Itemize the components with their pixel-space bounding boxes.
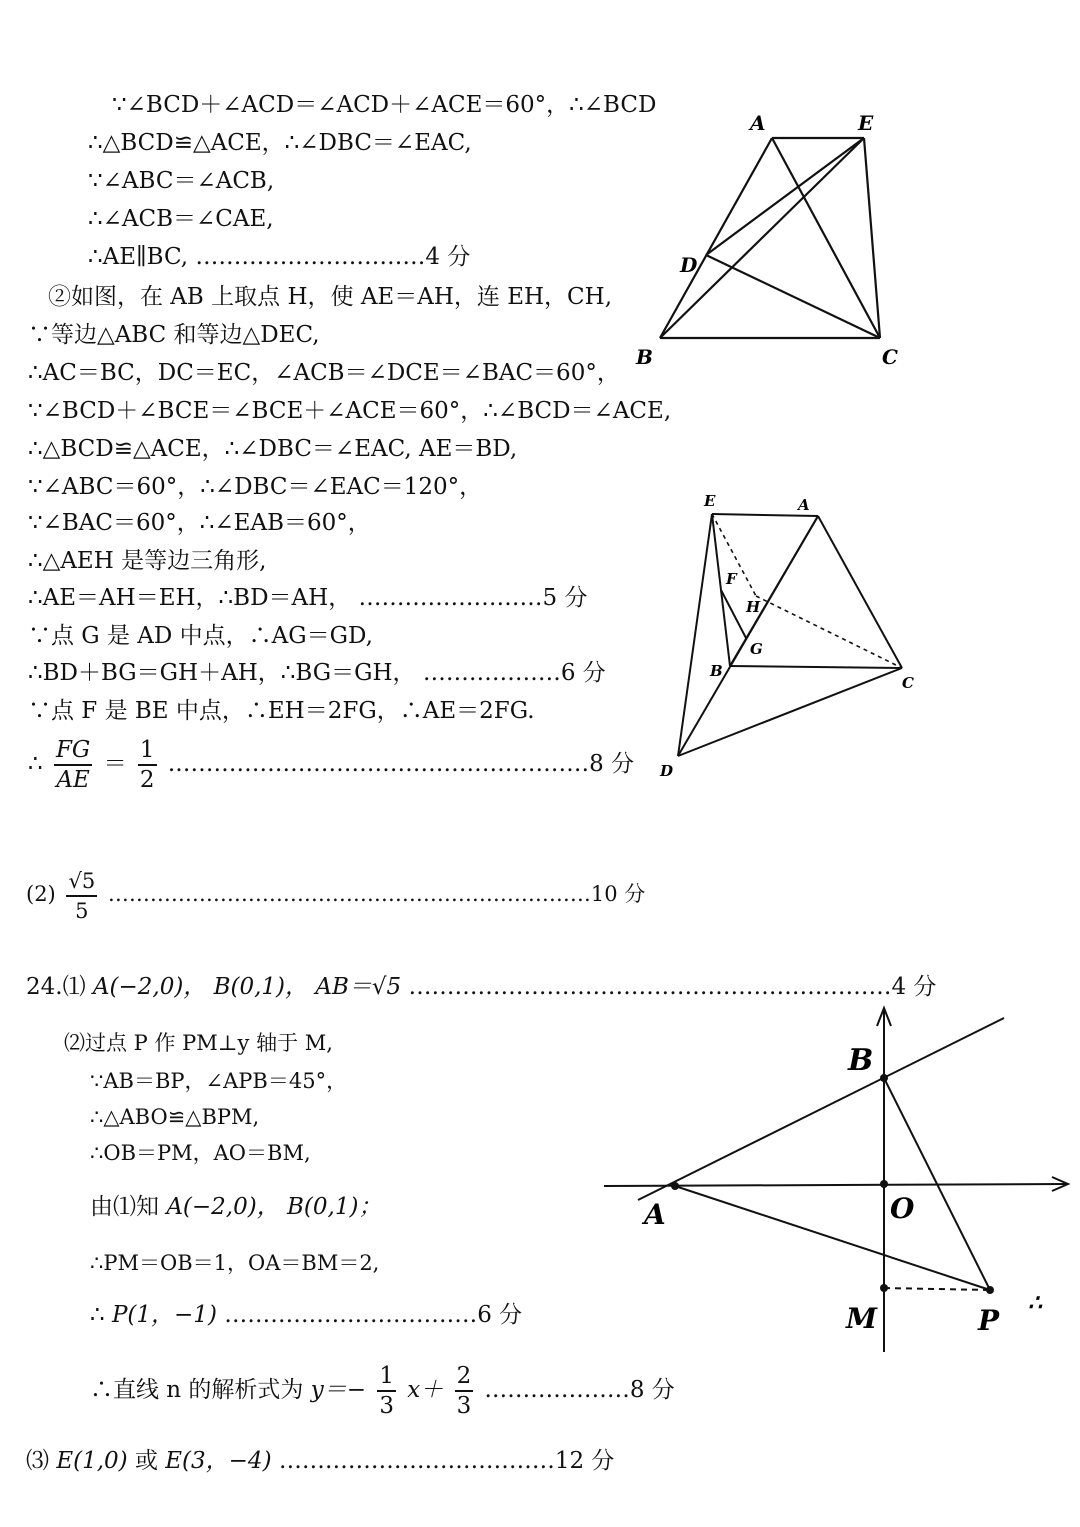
proof2-line-1: ②如图，在 AB 上取点 H，使 AE＝AH，连 EH，CH, <box>48 284 613 310</box>
q24-part2-line-8 <box>90 1360 675 1420</box>
part3-label: ⑶ <box>26 1448 49 1474</box>
proof1-line-2: ∴△BCD≌△ACE，∴∠DBC＝∠EAC, <box>88 130 472 156</box>
proof2-line-2: ∵等边△ABC 和等边△DEC, <box>28 322 320 348</box>
q24-part2-line-4: ∴OB＝PM，AO＝BM, <box>90 1141 311 1165</box>
label-a: A <box>750 111 766 135</box>
q24-part2-line-7 <box>90 1300 522 1330</box>
point-b: B(0,1)， <box>213 974 309 1000</box>
proof1-line-4: ∴∠ACB＝∠CAE, <box>88 206 274 232</box>
label-e: E <box>858 111 874 135</box>
therefore-symbol: ∴ <box>28 751 43 777</box>
line-n-equation-label: ∴直线 n 的解析式为 <box>90 1377 304 1403</box>
q24-part1 <box>26 972 936 1002</box>
fraction-numerator: 1 <box>379 1363 394 1389</box>
fraction-numerator: 2 <box>456 1363 472 1389</box>
part2-answer <box>26 864 645 925</box>
point-a: A(−2,0)， <box>166 1194 280 1220</box>
point-p: P(1，−1) <box>111 1302 217 1328</box>
proof2-line-6: ∵∠ABC＝60°，∴∠DBC＝∠EAC＝120°， <box>28 474 483 500</box>
label-c: C <box>902 674 914 692</box>
q24-part2-line-6: ∴PM＝OB＝1，OA＝BM＝2, <box>90 1251 380 1275</box>
score-8: .………………………………………………8 分 <box>167 751 635 777</box>
score-4: …………………………4 分 <box>195 244 471 270</box>
point-e1: E(1,0) <box>56 1448 128 1474</box>
from-part1: 由⑴知 <box>90 1194 159 1220</box>
label-b: B <box>636 345 653 369</box>
fraction-sqrt5-over-5 <box>66 867 97 925</box>
equation-x: x＋ <box>407 1377 444 1403</box>
proof2-line-12: ∵点 F 是 BE 中点，∴EH＝2FG，∴AE＝2FG. <box>28 698 535 724</box>
proof2-line-9 <box>28 583 587 613</box>
proof2-line-11-text: ∴BD＋BG＝GH＋AH，∴BG＝GH， <box>28 660 416 686</box>
fraction-denominator: 2 <box>138 764 157 794</box>
part2-label: (2) <box>26 882 56 906</box>
proof2-line-7: ∵∠BAC＝60°，∴∠EAB＝60°， <box>28 510 371 536</box>
q24-part2-line-1: ⑵过点 P 作 PM⊥y 轴于 M, <box>64 1031 333 1055</box>
proof1-line-5 <box>88 242 470 272</box>
q24-label: 24.⑴ <box>26 974 86 1000</box>
proof2-line-11 <box>28 658 606 688</box>
label-d: D <box>680 253 698 277</box>
label-h: H <box>746 598 761 616</box>
label-f: F <box>726 570 737 588</box>
fraction-numerator: √5 <box>68 868 96 893</box>
fraction-denominator: AE <box>54 764 92 794</box>
label-o: O <box>890 1192 915 1225</box>
q24-part3 <box>26 1446 614 1476</box>
q24-part2-line-2: ∵AB＝BP，∠APB＝45°， <box>90 1069 348 1093</box>
fraction-fg-ae <box>54 736 92 794</box>
stray-mark: ∴ <box>1028 1290 1042 1316</box>
proof2-line-5: ∴△BCD≌△ACE，∴∠DBC＝∠EAC, AE＝BD, <box>28 436 518 462</box>
fraction-denominator: 3 <box>377 1390 396 1420</box>
equation-y: y＝− <box>310 1377 367 1403</box>
score-12: ………………………………12 分 <box>278 1448 615 1474</box>
proof2-line-4: ∵∠BCD＋∠BCE＝∠BCE＋∠ACE＝60°，∴∠BCD＝∠ACE, <box>28 398 672 424</box>
therefore-symbol: ∴ <box>90 1302 105 1328</box>
fraction-two-thirds <box>455 1362 474 1420</box>
figure-1-triangles <box>630 100 930 380</box>
label-b: B <box>710 662 723 680</box>
proof2-line-10: ∵点 G 是 AD 中点，∴AG＝GD, <box>28 623 373 649</box>
point-b: B(0,1)； <box>287 1194 382 1220</box>
label-a: A <box>798 496 810 514</box>
figure-2-triangles <box>650 490 930 790</box>
fraction-denominator: 3 <box>455 1390 474 1420</box>
q24-part2-line-3: ∴△ABO≌△BPM, <box>90 1105 260 1129</box>
label-m: M <box>846 1302 877 1335</box>
figure-3-coordinate-graph <box>600 1000 1070 1360</box>
score-6: ………………6 分 <box>422 660 606 686</box>
label-d: D <box>660 762 674 780</box>
equals-sign: ＝ <box>103 751 127 777</box>
proof1-line-3: ∵∠ABC＝∠ACB, <box>88 168 275 194</box>
label-b: B <box>848 1043 874 1078</box>
score-6-q24: ……………………………6 分 <box>224 1302 523 1328</box>
proof2-line-8: ∴△AEH 是等边三角形, <box>28 548 267 574</box>
label-c: C <box>882 345 898 369</box>
or-word: 或 <box>134 1448 158 1474</box>
label-p: P <box>978 1304 1000 1337</box>
score-8-q24: .………………8 分 <box>484 1377 675 1403</box>
proof2-line-3: ∴AC＝BC，DC＝EC，∠ACB＝∠DCE＝∠BAC＝60°， <box>28 360 620 386</box>
fraction-one-third <box>377 1362 396 1420</box>
q24-part2-line-5 <box>90 1192 381 1222</box>
fraction-numerator: FG <box>55 737 91 763</box>
fraction-numerator: 1 <box>139 737 155 763</box>
score-10: ……………………………………………………………10 分 <box>107 882 646 906</box>
proof1-line-5-text: ∴AE∥BC, <box>88 244 189 270</box>
score-5: ……………………5 分 <box>358 585 588 611</box>
point-a: A(−2,0)， <box>92 974 207 1000</box>
point-e2: E(3，−4) <box>165 1448 272 1474</box>
proof2-line-9-text: ∴AE＝AH＝EH，∴BD＝AH， <box>28 585 352 611</box>
proof1-line-1: ∵∠BCD＋∠ACD＝∠ACD＋∠ACE＝60°，∴∠BCD <box>112 92 657 118</box>
fraction-denominator: 5 <box>66 895 97 925</box>
label-e: E <box>704 492 716 510</box>
label-a: A <box>644 1198 666 1231</box>
proof2-line-13 <box>28 734 634 794</box>
fraction-one-half <box>138 736 157 794</box>
label-g: G <box>750 640 763 658</box>
score-4-q24: ………………………………………………………4 分 <box>408 974 937 1000</box>
length-ab: AB＝√5 <box>315 974 402 1000</box>
